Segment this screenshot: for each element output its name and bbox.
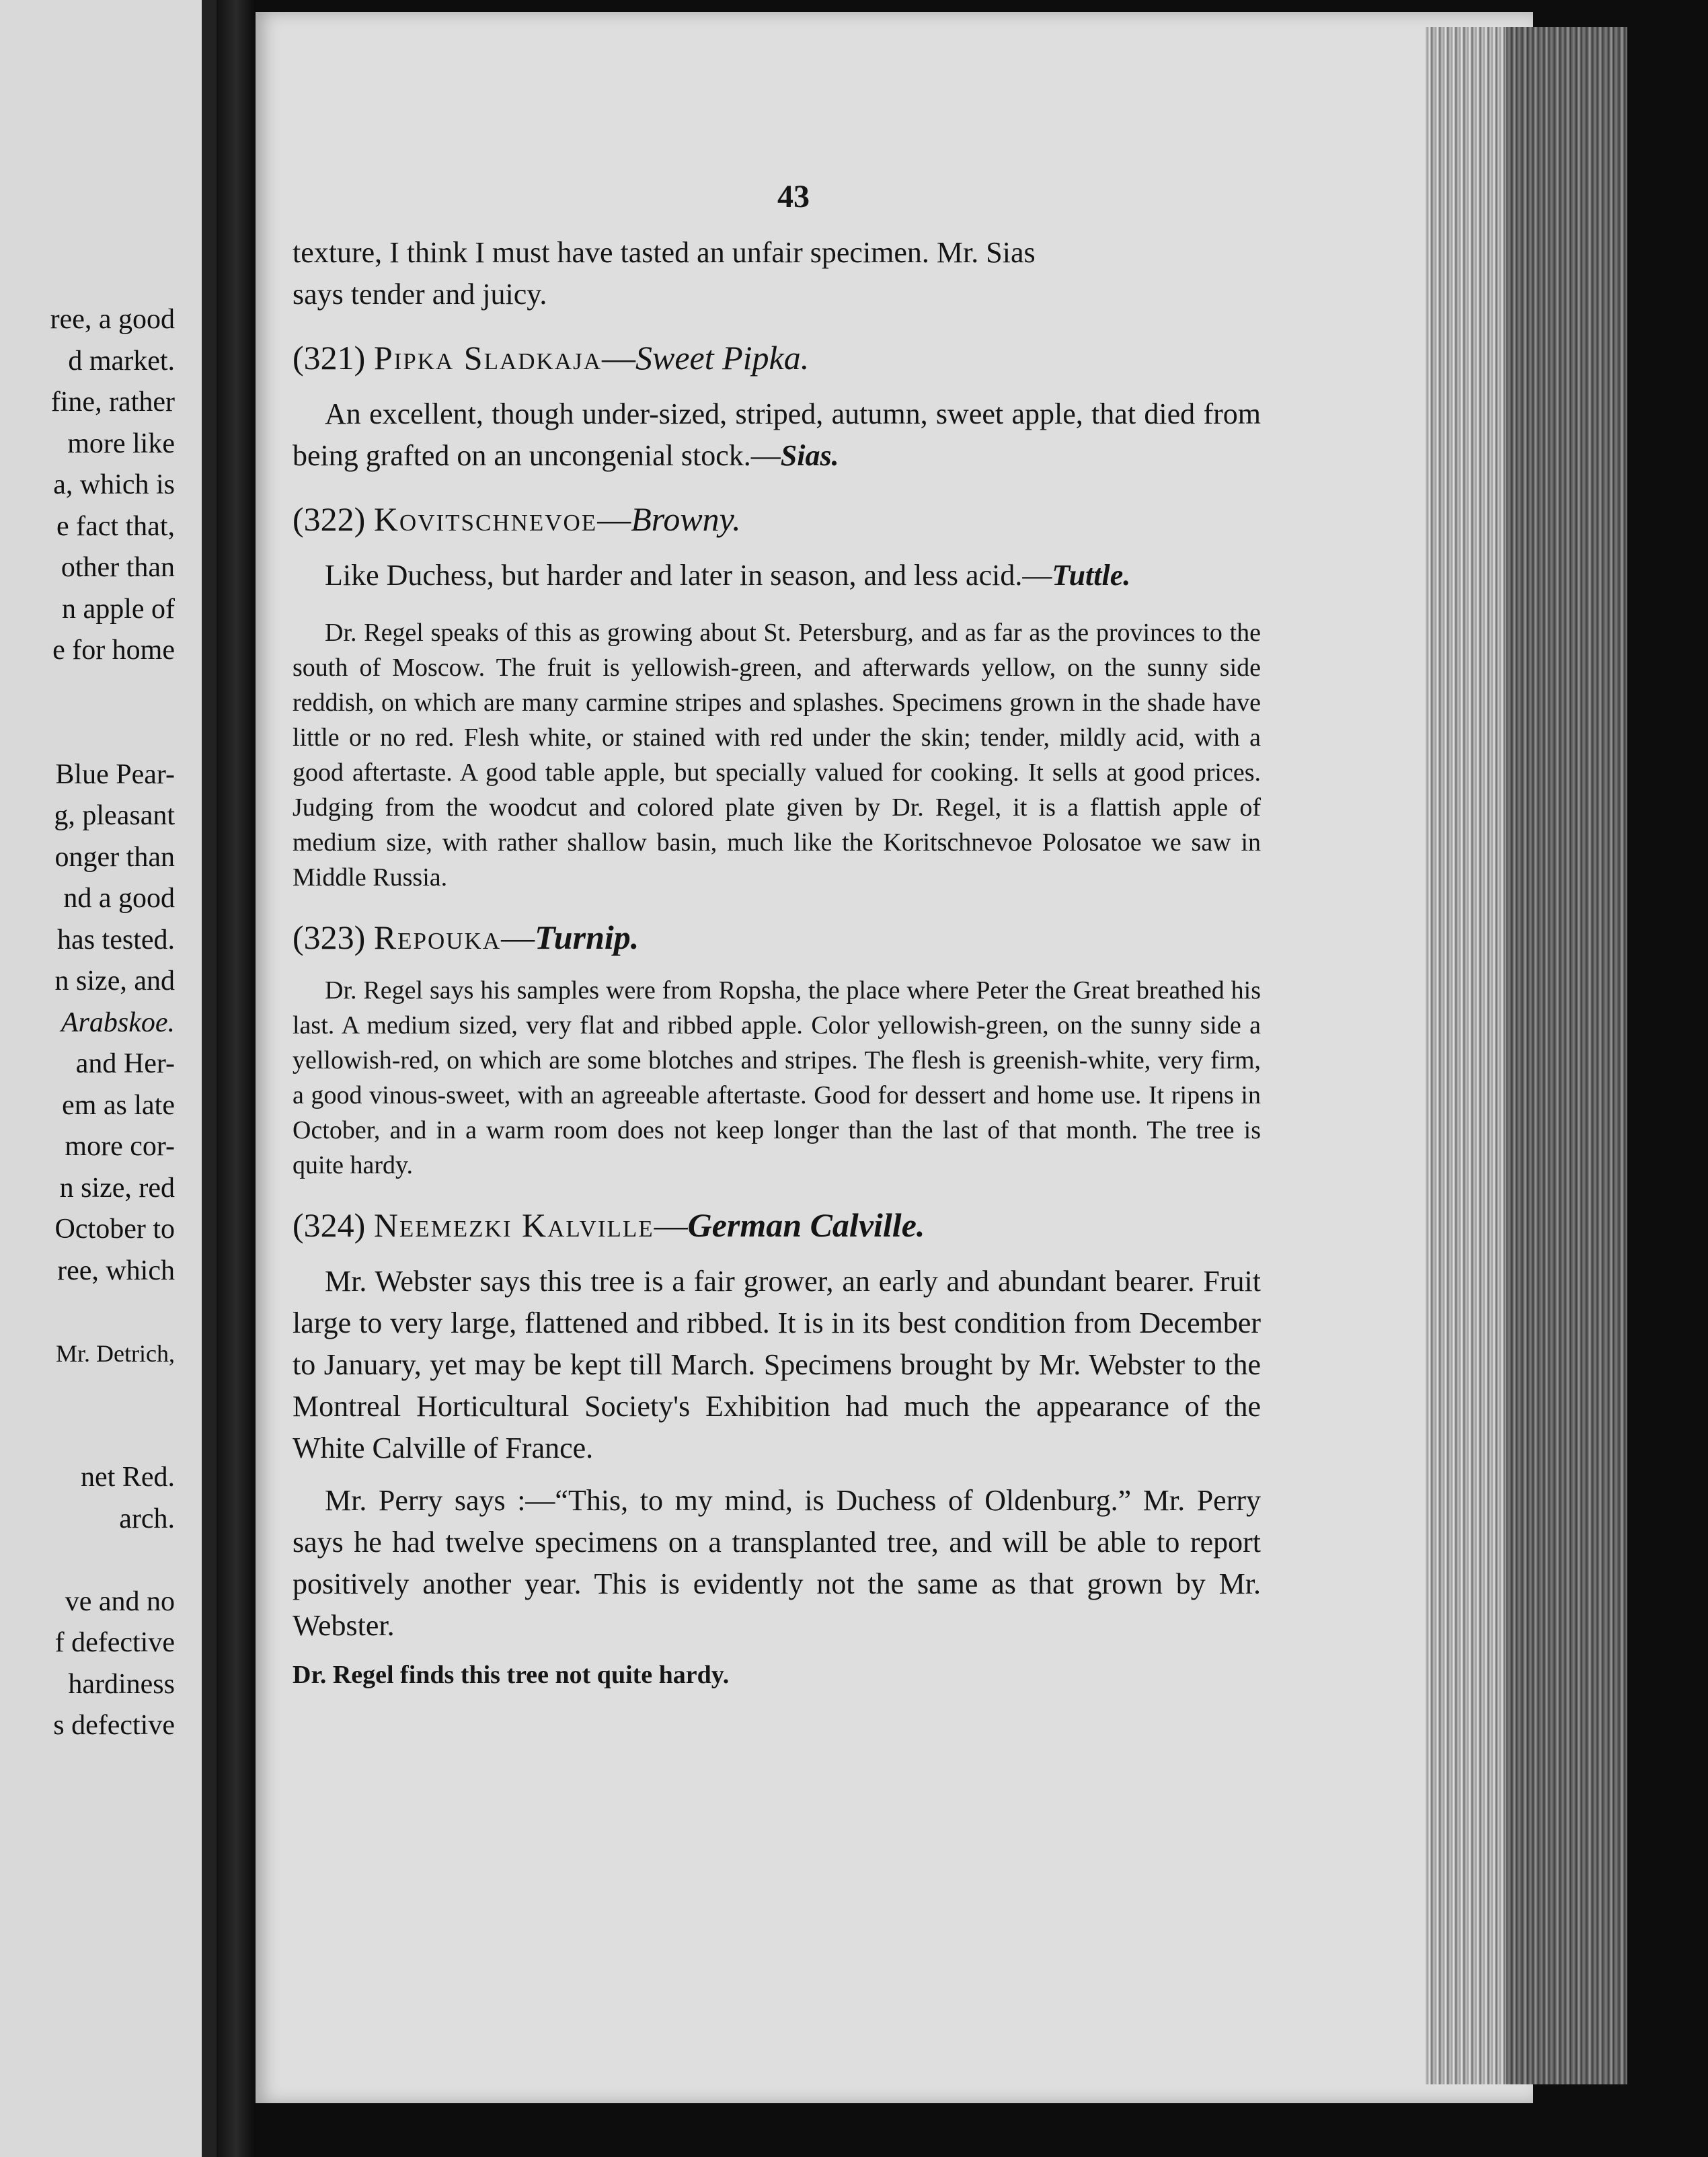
entry-324-webster: Mr. Webster says this tree is a fair grower, an early and abundant bearer. Fruit large to very large, flattened and ribbed. It is in its best condition from December to January, yet may be kept till March. Specimens brought by Mr. Webster to the Montreal Horticultural Society's Exhibition had much the appearance of the White Calville of France.: [293, 1265, 1261, 1464]
previous-page: [0, 0, 217, 2157]
left-page-fragment: Blue Pear-: [55, 758, 175, 790]
entry-russian-name: Pipka Sladkaja: [373, 339, 602, 377]
intro-paragraph: [293, 232, 1261, 315]
entry-322-body: Like Duchess, but harder and later in season, and less acid.—: [325, 559, 1052, 592]
left-page-fragment: f defective: [54, 1627, 175, 1658]
entry-324-perry: Mr. Perry says :—“This, to my mind, is Duchess of Oldenburg.” Mr. Perry says he had twelve specimens on a transplanted tree, and will be able to report positively another year. This is evidently not the same as that grown by Mr. Webster.: [293, 1484, 1261, 1642]
entry-dash: —: [501, 918, 535, 956]
intro-line-1: texture, I think I must have tasted an unfair specimen. Mr. Sias: [293, 236, 1036, 269]
left-page-fragment: d market.: [68, 345, 175, 377]
left-page-fragment: and Her-: [75, 1048, 175, 1079]
entry-heading-322: [293, 497, 1261, 541]
entry-dash: —: [601, 339, 635, 377]
entry-english-name: Turnip.: [535, 918, 639, 956]
entry-dash: —: [597, 500, 631, 538]
entry-dash: —: [654, 1206, 688, 1244]
left-page-fragment: net Red.: [81, 1462, 175, 1493]
left-page-fragment: other than: [61, 552, 175, 583]
entry-russian-name: Neemezki Kalville: [373, 1206, 654, 1244]
entry-english-name: Browny.: [631, 500, 741, 538]
entry-english-name: German Calville.: [687, 1206, 925, 1244]
left-page-fragment: e for home: [52, 635, 175, 666]
entry-russian-name: Repouka: [373, 918, 502, 956]
left-page-fragment: e fact that,: [56, 510, 175, 542]
left-page-fragment: em as late: [62, 1089, 175, 1121]
left-page-fragment: ve and no: [65, 1585, 175, 1617]
left-page-fragment: arch.: [119, 1503, 175, 1534]
entry-russian-name: Kovitschnevoe: [373, 500, 598, 538]
left-page-fragment: n apple of: [62, 593, 175, 625]
entry-heading-324: [293, 1203, 1261, 1247]
entry-322-text: [293, 555, 1261, 596]
intro-line-2: says tender and juicy.: [293, 278, 547, 311]
entry-321-author: Sias.: [780, 439, 839, 472]
book-gutter: [217, 0, 256, 2157]
entry-number: (321): [293, 339, 366, 377]
left-page-fragment: ree, which: [57, 1255, 175, 1286]
left-page-fragment: n size, and: [54, 966, 175, 996]
entry-322-author: Tuttle.: [1052, 559, 1131, 592]
entry-324-closing: Dr. Regel finds this tree not quite hardy.: [293, 1661, 730, 1689]
entry-heading-321: [293, 336, 1261, 380]
left-page-fragment: a, which is: [53, 469, 175, 500]
entry-heading-323: [293, 915, 1261, 959]
left-page-fragment: hardiness: [68, 1668, 175, 1700]
entry-number: (323): [293, 918, 366, 956]
page-edges-shadow: [1506, 27, 1627, 2084]
left-page-fragment: fine, rather: [50, 387, 175, 418]
left-page-fragment: onger than: [54, 841, 175, 873]
left-page-fragment: nd a good: [63, 883, 175, 914]
left-page-fragment: more like: [67, 428, 175, 459]
left-page-fragment: Arabskoe.: [61, 1007, 175, 1038]
left-page-fragment: more cor-: [65, 1131, 175, 1162]
left-page-fragment: has tested.: [57, 924, 175, 955]
entry-english-name: Sweet Pipka.: [635, 339, 810, 377]
entry-number: (324): [293, 1206, 366, 1244]
page-number: 43: [777, 179, 810, 214]
left-page-fragment: s defective: [53, 1710, 175, 1741]
entry-323-regel-note: Dr. Regel says his samples were from Ropsha, the place where Peter the Great breathed his last. A medium sized, very flat and ribbed apple. Color yellowish-green, on the sunny side a yellowish-red, on which are some blotches and stripes. The flesh is greenish-white, very firm, a good vinous-sweet, with an agreeable aftertaste. Good for dessert and home use. It ripens in October, and in a warm room does not keep longer than the last of that month. The tree is quite hardy.: [293, 976, 1261, 1179]
entry-321-text: [293, 393, 1261, 477]
entry-number: (322): [293, 500, 366, 538]
page-body: [293, 232, 1261, 1692]
left-page-fragment: g, pleasant: [54, 800, 175, 831]
left-page-fragment: Mr. Detrich,: [56, 1339, 175, 1367]
left-page-fragment: October to: [54, 1214, 175, 1245]
entry-321-body: An excellent, though under-sized, striped, autumn, sweet apple, that died from being grafted on an uncongenial stock.—: [293, 397, 1261, 472]
left-page-fragment: ree, a good: [50, 304, 175, 335]
entry-322-regel-note: Dr. Regel speaks of this as growing about St. Petersburg, and as far as the provinces to the south of Moscow. The fruit is yellowish-green, and afterwards yellow, on the sunny side reddish, on which are many carmine stripes and splashes. Specimens grown in the shade have little or no red. Flesh white, or stained with red under the skin; tender, mildly acid, with a good aftertaste. A good table apple, but specially valued for cooking. It sells at good prices. Judging from the woodcut and colored plate given by Dr. Regel, it is a flattish apple of medium size, with rather shallow basin, much like the Koritschnevoe Polosatoe we saw in Middle Russia.: [293, 619, 1261, 892]
left-page-fragment: n size, red: [59, 1172, 175, 1204]
